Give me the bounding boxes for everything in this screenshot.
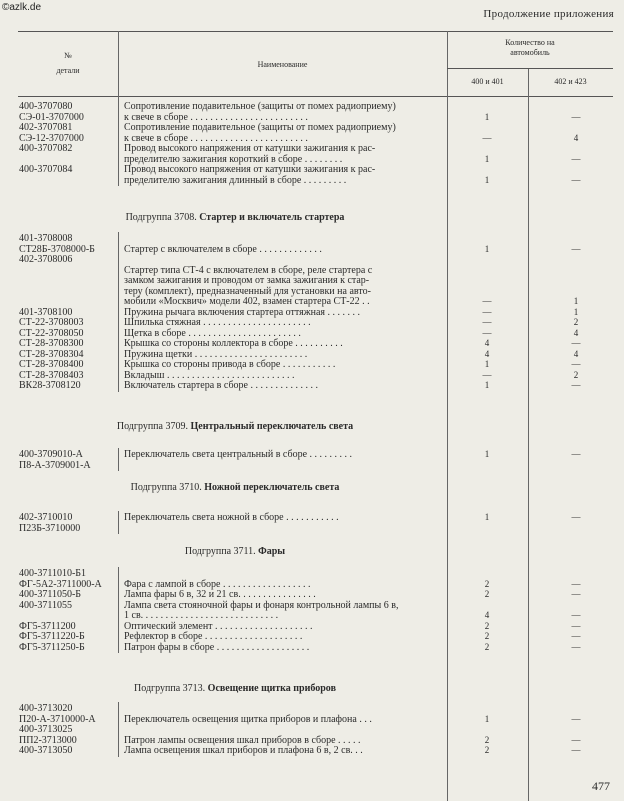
- qty-400-401: —: [482, 327, 492, 338]
- part-number: П20-А-3710000-А: [19, 713, 96, 725]
- qty-400-401: 1: [484, 449, 490, 459]
- part-name: Пружина рычага включения стартера оттяжная . . . . . . .: [124, 306, 361, 318]
- subgroup-number: Подгруппа 3709.: [116, 421, 191, 432]
- part-name: Переключатель освещения щитка приборов и плафона . . .: [124, 713, 372, 725]
- part-name: замком зажигания и проводом от замка зажигания к стар-: [124, 275, 370, 286]
- qty-400-401: —: [482, 296, 492, 306]
- subgroup-heading: [15, 683, 455, 694]
- col-qty-title: Количество на: [505, 38, 555, 47]
- qty-402-423: —: [571, 111, 581, 122]
- qty-402-423: —: [571, 449, 581, 459]
- part-name: пределителю зажигания длинный в сборе . . . . . . . . .: [124, 174, 347, 186]
- qty-402-423: —: [571, 620, 581, 631]
- part-number: 401-3708100: [19, 306, 73, 318]
- part-name: Провод высокого напряжения от катушки зажигания к рас-: [124, 143, 376, 154]
- part-number: ПП2-3713000: [19, 734, 77, 746]
- part-name: Крышка со стороны привода в сборе . . . . . . . . . . .: [124, 359, 336, 370]
- qty-400-401: 2: [484, 578, 490, 589]
- part-name: пределителю зажигания короткий в сборе . . . . . . . .: [124, 153, 343, 165]
- subgroup-title: Фары: [258, 546, 286, 557]
- part-number: П8-А-3709001-А: [19, 459, 91, 471]
- qty-402-423: 2: [573, 369, 579, 380]
- qty-400-401: 2: [484, 734, 490, 745]
- part-name: к свече в сборе . . . . . . . . . . . . . . . . . . . . . . . .: [124, 132, 308, 144]
- qty-402-423: —: [571, 734, 581, 745]
- qty-400-401: —: [482, 317, 492, 327]
- qty-400-401: 2: [484, 641, 490, 652]
- part-name: Щетка в сборе . . . . . . . . . . . . . . . . . . . . . . .: [124, 327, 301, 339]
- part-number: 400-3713020: [19, 703, 73, 714]
- part-name: Вкладыш . . . . . . . . . . . . . . . . . . . . . . . . . .: [124, 369, 295, 381]
- qty-402-423: —: [571, 380, 581, 390]
- part-number: П23Б-3710000: [19, 522, 81, 534]
- qty-400-401: —: [482, 369, 492, 380]
- qty-402-423: —: [571, 641, 581, 652]
- qty-400-401: 2: [484, 745, 490, 755]
- qty-400-401: 2: [484, 620, 490, 631]
- part-number: 401-3708008: [19, 233, 73, 244]
- part-name: Переключатель света ножной в сборе . . . . . . . . . . .: [124, 512, 339, 523]
- qty-402-423: 2: [573, 317, 579, 327]
- part-number: СТ-28-3708403: [19, 369, 84, 381]
- subgroup-heading: [15, 546, 455, 557]
- qty-402-423: —: [571, 745, 581, 755]
- qty-402-423: —: [571, 631, 581, 641]
- qty-402-423: —: [571, 153, 581, 164]
- qty-402-423: —: [571, 174, 581, 185]
- part-number: СТ28Б-3708000-Б: [19, 243, 95, 255]
- col-part-no-label: №: [64, 51, 72, 60]
- part-number: ФГ-5А2-3711000-А: [19, 578, 102, 590]
- col-name-label: Наименование: [257, 60, 308, 69]
- page-header: Продолжение приложения: [483, 8, 614, 20]
- qty-400-401: 2: [484, 589, 490, 599]
- part-number: СТ-28-3708300: [19, 338, 84, 349]
- qty-402-423: 1: [573, 306, 579, 317]
- qty-400-401: 4: [484, 338, 490, 348]
- watermark: ©azlk.de: [2, 2, 42, 13]
- part-number: ФГ5-3711200: [19, 620, 76, 632]
- qty-402-423: —: [571, 589, 581, 599]
- part-name: Шпилька стяжная . . . . . . . . . . . . . . . . . . . . . .: [124, 317, 311, 328]
- col-qty-400-401: 400 и 401: [471, 77, 504, 86]
- part-name: Оптический элемент . . . . . . . . . . . . . . . . . . . .: [124, 620, 313, 632]
- part-number: СТ-22-3708003: [19, 317, 84, 328]
- part-number: 400-3713050: [19, 745, 73, 756]
- qty-400-401: 4: [484, 348, 490, 359]
- part-number: 400-3707084: [19, 164, 73, 175]
- part-number: СЭ-12-3707000: [19, 132, 84, 144]
- subgroup-title: Ножной переключатель света: [204, 482, 340, 493]
- part-name: Крышка со стороны коллектора в сборе . . . . . . . . . .: [124, 338, 343, 349]
- part-number: СТ-22-3708050: [19, 327, 84, 339]
- qty-400-401: 1: [484, 243, 490, 254]
- subgroup-number: Подгруппа 3713.: [134, 683, 208, 694]
- qty-400-401: 1: [484, 380, 490, 390]
- subgroup-number: Подгруппа 3710.: [130, 482, 205, 493]
- qty-402-423: 4: [573, 348, 579, 359]
- part-name: Патрон фары в сборе . . . . . . . . . . . . . . . . . . .: [124, 641, 310, 653]
- part-number: 400-3711055: [19, 599, 72, 611]
- part-name: Сопротивление подавительное (защиты от помех радиоприему): [124, 122, 396, 133]
- part-number: 402-3707081: [19, 122, 73, 133]
- subgroup-number: Подгруппа 3708.: [125, 212, 200, 223]
- qty-400-401: —: [482, 306, 492, 317]
- part-number: ФГ5-3711250-Б: [19, 641, 85, 653]
- part-name: Провод высокого напряжения от катушки зажигания к рас-: [124, 164, 376, 175]
- qty-400-401: 1: [484, 512, 490, 522]
- qty-402-423: 4: [573, 132, 579, 143]
- qty-400-401: 2: [484, 631, 490, 641]
- part-name: Включатель стартера в сборе . . . . . . . . . . . . . .: [124, 380, 318, 391]
- qty-400-401: —: [482, 132, 492, 143]
- part-name: Лампа освещения шкал приборов и плафона 6 в, 2 св. . .: [124, 745, 363, 756]
- page-number: 477: [592, 779, 610, 793]
- qty-402-423: —: [571, 713, 581, 724]
- part-number: 402-3708006: [19, 254, 73, 265]
- part-number: 400-3707082: [19, 143, 73, 154]
- part-name: Фара с лампой в сборе . . . . . . . . . . . . . . . . . .: [124, 578, 311, 590]
- part-name: Рефлектор в сборе . . . . . . . . . . . . . . . . . . . .: [124, 631, 303, 642]
- qty-402-423: —: [571, 243, 581, 254]
- qty-400-401: 1: [484, 713, 490, 724]
- subgroup-title: Стартер и включатель стартера: [199, 212, 345, 223]
- part-name: Сопротивление подавительное (защиты от помех радиоприему): [124, 101, 396, 112]
- part-name: мобили «Москвич» модели 402, взамен стартера СТ-22 . .: [124, 296, 370, 307]
- col-qty-402-423: 402 и 423: [554, 77, 587, 86]
- col-qty-subtitle: автомобиль: [510, 48, 550, 57]
- part-number: 400-3713025: [19, 724, 73, 735]
- part-name: Стартер с включателем в сборе . . . . . . . . . . . . .: [124, 243, 322, 255]
- qty-400-401: 1: [484, 174, 490, 185]
- col-part-no-sublabel: детали: [56, 66, 80, 75]
- qty-400-401: 1: [484, 111, 490, 122]
- subgroup-title: Освещение щитка приборов: [207, 683, 336, 694]
- part-name: Пружина щетки . . . . . . . . . . . . . . . . . . . . . . .: [124, 348, 308, 360]
- qty-400-401: 4: [484, 610, 490, 620]
- part-number: 400-3711050-Б: [19, 589, 82, 600]
- qty-400-401: 1: [484, 153, 490, 164]
- qty-402-423: 1: [573, 296, 579, 306]
- part-number: ФГ5-3711220-Б: [19, 631, 85, 642]
- part-number: 400-3709010-А: [19, 449, 83, 460]
- part-name: теру (комплект), предназначенный для установки на авто-: [124, 285, 371, 297]
- part-number: СЭ-01-3707000: [19, 111, 84, 123]
- subgroup-number: Подгруппа 3711.: [184, 546, 259, 557]
- part-name: Патрон лампы освещения шкал приборов в сборе . . . . .: [124, 734, 361, 746]
- part-name: Лампа света стояночной фары и фонаря контрольной лампы 6 в,: [124, 599, 399, 611]
- qty-402-423: —: [571, 512, 581, 522]
- qty-400-401: 1: [484, 359, 490, 369]
- part-name: Стартер типа СТ-4 с включателем в сборе, реле стартера с: [124, 264, 373, 276]
- part-name: 1 св. . . . . . . . . . . . . . . . . . . . . . . . . . . .: [124, 610, 279, 621]
- subgroup-heading: [15, 212, 455, 223]
- part-number: 400-3707080: [19, 101, 73, 112]
- part-name: Переключатель света центральный в сборе . . . . . . . . .: [124, 449, 353, 460]
- part-number: 400-3711010-Б1: [19, 568, 87, 579]
- qty-402-423: —: [571, 359, 581, 369]
- qty-402-423: —: [571, 338, 581, 348]
- qty-402-423: —: [571, 578, 581, 589]
- subgroup-heading: [15, 482, 455, 493]
- part-number: СТ-28-3708400: [19, 359, 84, 370]
- qty-402-423: —: [571, 610, 581, 620]
- part-number: ВК28-3708120: [19, 380, 81, 391]
- part-name: к свече в сборе . . . . . . . . . . . . . . . . . . . . . . . .: [124, 111, 308, 123]
- part-number: 402-3710010: [19, 512, 73, 523]
- qty-402-423: 4: [573, 327, 579, 338]
- part-number: СТ-28-3708304: [19, 348, 84, 360]
- part-name: Лампа фары 6 в, 32 и 21 св. . . . . . . . . . . . . . . .: [124, 589, 316, 600]
- subgroup-title: Центральный переключатель света: [190, 421, 354, 432]
- subgroup-heading: [15, 421, 455, 432]
